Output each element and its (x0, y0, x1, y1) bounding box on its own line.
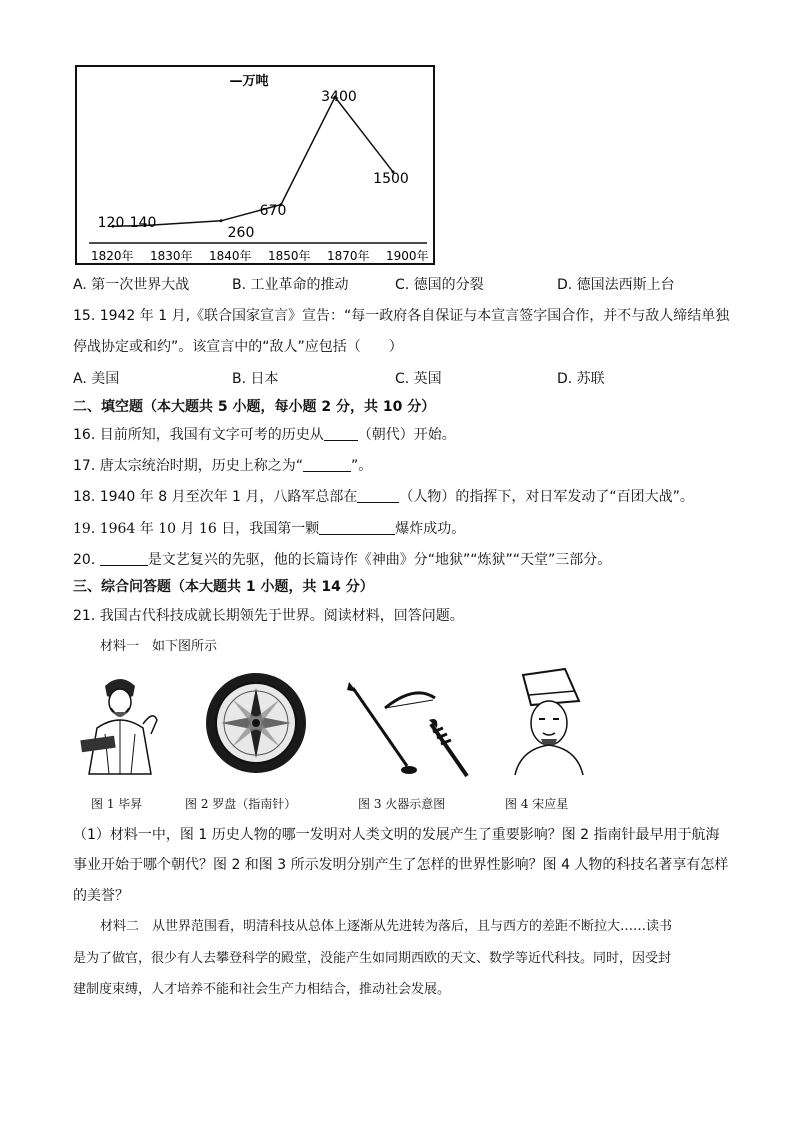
x-tick-label: 1870年 (327, 249, 370, 263)
q19-blank[interactable] (319, 520, 395, 535)
q20 (73, 550, 611, 570)
q19-text-b: 爆炸成功。 (395, 521, 466, 537)
q21-sub1-line1: （1）材料一中，图 1 历史人物的哪一发明对人类文明的发展产生了重要影响？图 2 指南针最早用于航海 (73, 827, 720, 843)
q14-option-b[interactable]: B. 工业革命的推动 (232, 277, 349, 293)
series-line (113, 97, 393, 226)
firearms-illustration (345, 680, 470, 780)
q15-option-c[interactable]: C. 英国 (395, 371, 442, 387)
q15-stem-line2: 停战协定或和约”。该宣言中的“敌人”应包括（ ） (73, 339, 403, 355)
figure2-caption: 图 2 罗盘（指南针） (185, 797, 297, 811)
data-label: 3400 (321, 89, 357, 105)
steel-output-chart (75, 65, 435, 265)
song-yingxing-portrait (505, 665, 585, 777)
q18-text-b: （人物）的指挥下，对日军发动了“百团大战”。 (399, 489, 694, 505)
x-tick-label: 1840年 (209, 249, 252, 263)
q17-text-a: 17. 唐太宗统治时期，历史上称之为“ (73, 458, 303, 474)
q20-text-b: 是文艺复兴的先驱，他的长篇诗作《神曲》分“地狱”“炼狱”“天堂”三部分。 (147, 552, 612, 568)
q18-text-a: 18. 1940 年 8 月至次年 1 月，八路军总部在 (73, 489, 358, 505)
x-tick-label: 1850年 (268, 249, 311, 263)
figure1-caption: 图 1 毕昇 (91, 797, 143, 811)
data-label: 670 (259, 203, 287, 219)
material2-line3: 建制度束缚，人才培养不能和社会生产力相结合，推动社会发展。 (73, 982, 451, 997)
q21-sub1-line2: 事业开始于哪个朝代？图 2 和图 3 所示发明分别产生了怎样的世界性影响？图 4 人物的科技名著享有怎样 (73, 857, 729, 873)
q20-blank[interactable] (100, 551, 148, 566)
line-chart (77, 67, 433, 263)
q15-option-b[interactable]: B. 日本 (232, 371, 279, 387)
q19 (73, 519, 465, 539)
chart-title: —万吨 (229, 74, 269, 89)
data-point (220, 219, 223, 222)
q19-text-a: 19. 1964 年 10 月 16 日，我国第一颗 (73, 521, 320, 537)
q17 (73, 456, 372, 476)
data-label: 260 (227, 225, 255, 241)
q14-option-a[interactable]: A. 第一次世界大战 (73, 277, 190, 293)
q17-text-b: ”。 (350, 458, 373, 474)
q14-option-c[interactable]: C. 德国的分裂 (395, 277, 484, 293)
section2-heading: 二、填空题（本大题共 5 小题，每小题 2 分，共 10 分） (73, 399, 436, 415)
q16 (73, 425, 456, 445)
q17-blank[interactable] (303, 457, 351, 472)
bi-sheng-portrait (75, 668, 165, 778)
q16-blank[interactable] (324, 426, 358, 441)
q20-text-a: 20. (73, 552, 100, 568)
q21-sub1-line3: 的美誉？ (73, 888, 129, 904)
figure3-caption: 图 3 火器示意图 (358, 797, 446, 811)
material1-label: 材料一 如下图所示 (100, 639, 218, 654)
q18 (73, 487, 694, 507)
x-tick-label: 1830年 (150, 249, 193, 263)
compass-image (203, 670, 309, 776)
data-label: 120 (97, 215, 125, 231)
x-tick-label: 1900年 (386, 249, 429, 263)
q16-text-b: （朝代）开始。 (357, 427, 456, 443)
q21-stem: 21. 我国古代科技成就长期领先于世界。阅读材料，回答问题。 (73, 608, 464, 624)
q14-option-d[interactable]: D. 德国法西斯上台 (557, 277, 675, 293)
q15-stem-line1: 15. 1942 年 1 月,《联合国家宣言》宣告：“每一政府各自保证与本宣言签字国合作，并不与敌人缔结单独 (73, 308, 730, 324)
material2-line1: 材料二 从世界范围看，明清科技从总体上逐渐从先进转为落后，且与西方的差距不断拉大……读书 (100, 919, 673, 934)
q16-text-a: 16. 目前所知，我国有文字可考的历史从 (73, 427, 324, 443)
figure4-caption: 图 4 宋应星 (505, 797, 569, 811)
q15-option-d[interactable]: D. 苏联 (557, 371, 605, 387)
data-label: 140 (129, 215, 157, 231)
data-label: 1500 (373, 171, 409, 187)
section3-heading: 三、综合问答题（本大题共 1 小题，共 14 分） (73, 579, 374, 595)
x-tick-label: 1820年 (91, 249, 134, 263)
q18-blank[interactable] (357, 488, 399, 503)
material2-line2: 是为了做官，很少有人去攀登科学的殿堂，没能产生如同期西欧的天文、数学等近代科技。同时，因受封 (73, 951, 672, 966)
q15-option-a[interactable]: A. 美国 (73, 371, 120, 387)
